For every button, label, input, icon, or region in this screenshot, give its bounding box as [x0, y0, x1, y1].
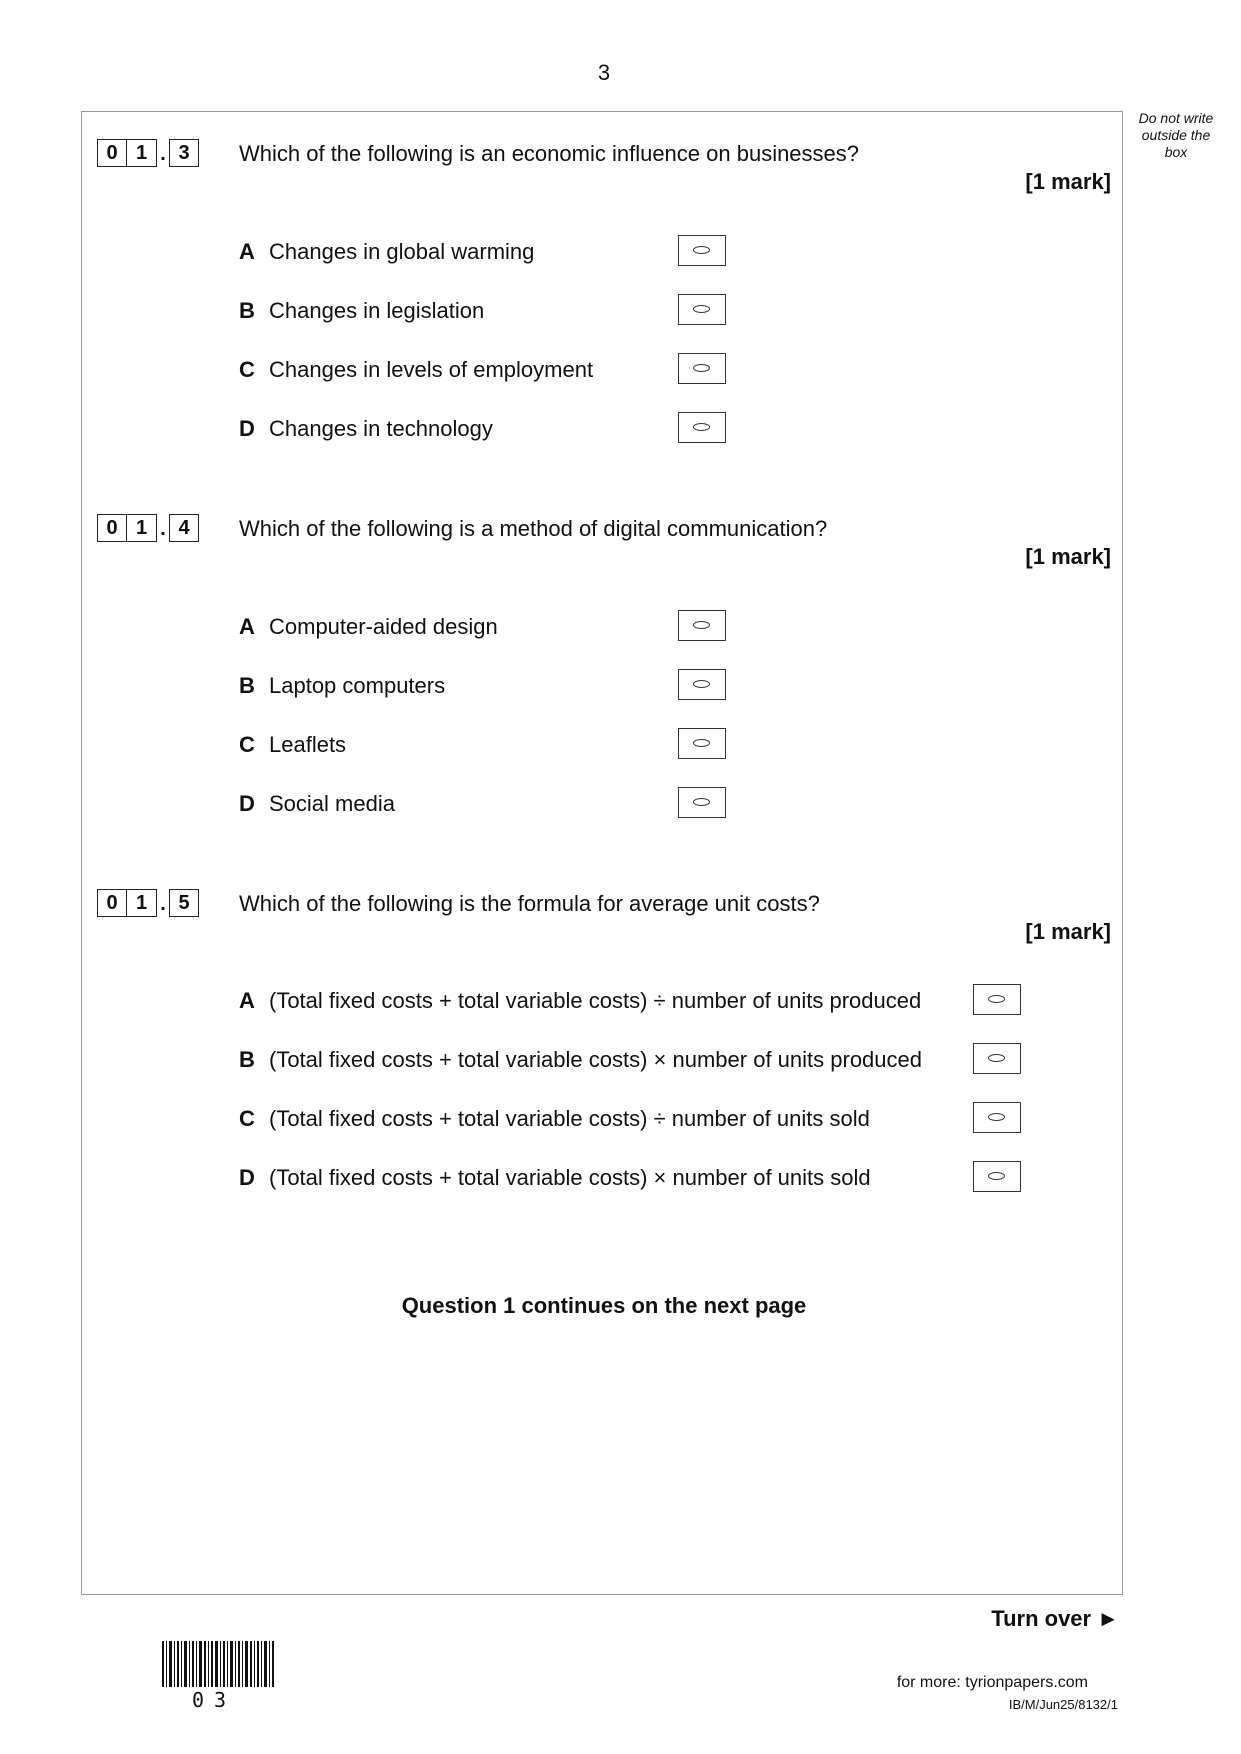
page-number: 3 [597, 60, 611, 85]
option-letter: C [239, 357, 255, 382]
option-text: (Total fixed costs + total variable costs) ÷ number of units sold [269, 1106, 870, 1131]
question-number-digit: 1 [127, 514, 157, 542]
option-letter: B [239, 1047, 255, 1072]
turn-over: Turn over ► [991, 1606, 1119, 1631]
option-text: Changes in legislation [269, 298, 485, 323]
option-letter: B [239, 673, 255, 698]
lozenge-icon [693, 423, 710, 431]
option-text: Computer-aided design [269, 614, 498, 639]
answer-box-a[interactable] [678, 235, 726, 266]
option-letter: A [239, 614, 255, 639]
continues-note: Question 1 continues on the next page [401, 1293, 807, 1318]
lozenge-icon [693, 680, 710, 688]
question-marks: [1 mark] [1025, 544, 1111, 569]
lozenge-icon [988, 1054, 1005, 1062]
question-number-dot: . [160, 143, 166, 165]
option-letter: A [239, 239, 255, 264]
answer-box-a[interactable] [973, 984, 1021, 1015]
barcode-number: 03 [192, 1688, 237, 1712]
answer-box-c[interactable] [678, 728, 726, 759]
question-number-digit: 1 [127, 889, 157, 917]
paper-reference: IB/M/Jun25/8132/1 [1008, 1697, 1118, 1712]
lozenge-icon [988, 995, 1005, 1003]
question-marks: [1 mark] [1025, 169, 1111, 194]
answer-box-b[interactable] [678, 294, 726, 325]
option-text: (Total fixed costs + total variable costs) × number of units sold [269, 1165, 871, 1190]
barcode-image [162, 1641, 276, 1687]
option-text: (Total fixed costs + total variable costs) × number of units produced [269, 1047, 922, 1072]
question-number-digit: 1 [127, 139, 157, 167]
question-stem: Which of the following is a method of digital communication? [239, 516, 828, 541]
lozenge-icon [988, 1113, 1005, 1121]
margin-note-line: Do not write [1138, 110, 1214, 126]
answer-box-d[interactable] [678, 412, 726, 443]
option-text: Laptop computers [269, 673, 446, 698]
lozenge-icon [693, 246, 710, 254]
option-text: Changes in levels of employment [269, 357, 594, 382]
option-letter: C [239, 732, 255, 757]
question-marks: [1 mark] [1025, 919, 1111, 944]
question-stem: Which of the following is an economic influence on businesses? [239, 141, 860, 166]
option-letter: A [239, 988, 255, 1013]
answer-frame [81, 111, 1123, 1595]
lozenge-icon [693, 739, 710, 747]
option-letter: D [239, 1165, 255, 1190]
question-number [97, 139, 199, 167]
question-number [97, 889, 199, 917]
lozenge-icon [693, 621, 710, 629]
lozenge-icon [693, 364, 710, 372]
lozenge-icon [693, 798, 710, 806]
answer-box-c[interactable] [973, 1102, 1021, 1133]
option-text: Changes in technology [269, 416, 493, 441]
question-number-digit: 0 [97, 889, 127, 917]
question-number-digit: 4 [169, 514, 199, 542]
lozenge-icon [988, 1172, 1005, 1180]
question-number-dot: . [160, 518, 166, 540]
question-number-digit: 0 [97, 139, 127, 167]
margin-note-line: box [1164, 144, 1188, 160]
answer-box-b[interactable] [678, 669, 726, 700]
option-text: Changes in global warming [269, 239, 535, 264]
lozenge-icon [693, 305, 710, 313]
question-number-dot: . [160, 893, 166, 915]
question-stem: Which of the following is the formula for average unit costs? [239, 891, 820, 916]
answer-box-d[interactable] [678, 787, 726, 818]
footer-link[interactable]: for more: tyrionpapers.com [896, 1674, 1088, 1691]
question-number-digit: 5 [169, 889, 199, 917]
question-number-digit: 0 [97, 514, 127, 542]
option-text: Leaflets [269, 732, 347, 757]
option-letter: B [239, 298, 255, 323]
margin-note-line: outside the [1141, 127, 1211, 143]
margin-note [1128, 110, 1224, 161]
option-text: (Total fixed costs + total variable costs) ÷ number of units produced [269, 988, 922, 1013]
option-letter: D [239, 416, 255, 441]
option-letter: D [239, 791, 255, 816]
answer-box-b[interactable] [973, 1043, 1021, 1074]
option-letter: C [239, 1106, 255, 1131]
option-text: Social media [269, 791, 395, 816]
answer-box-c[interactable] [678, 353, 726, 384]
answer-box-a[interactable] [678, 610, 726, 641]
question-number-digit: 3 [169, 139, 199, 167]
answer-box-d[interactable] [973, 1161, 1021, 1192]
question-number [97, 514, 199, 542]
